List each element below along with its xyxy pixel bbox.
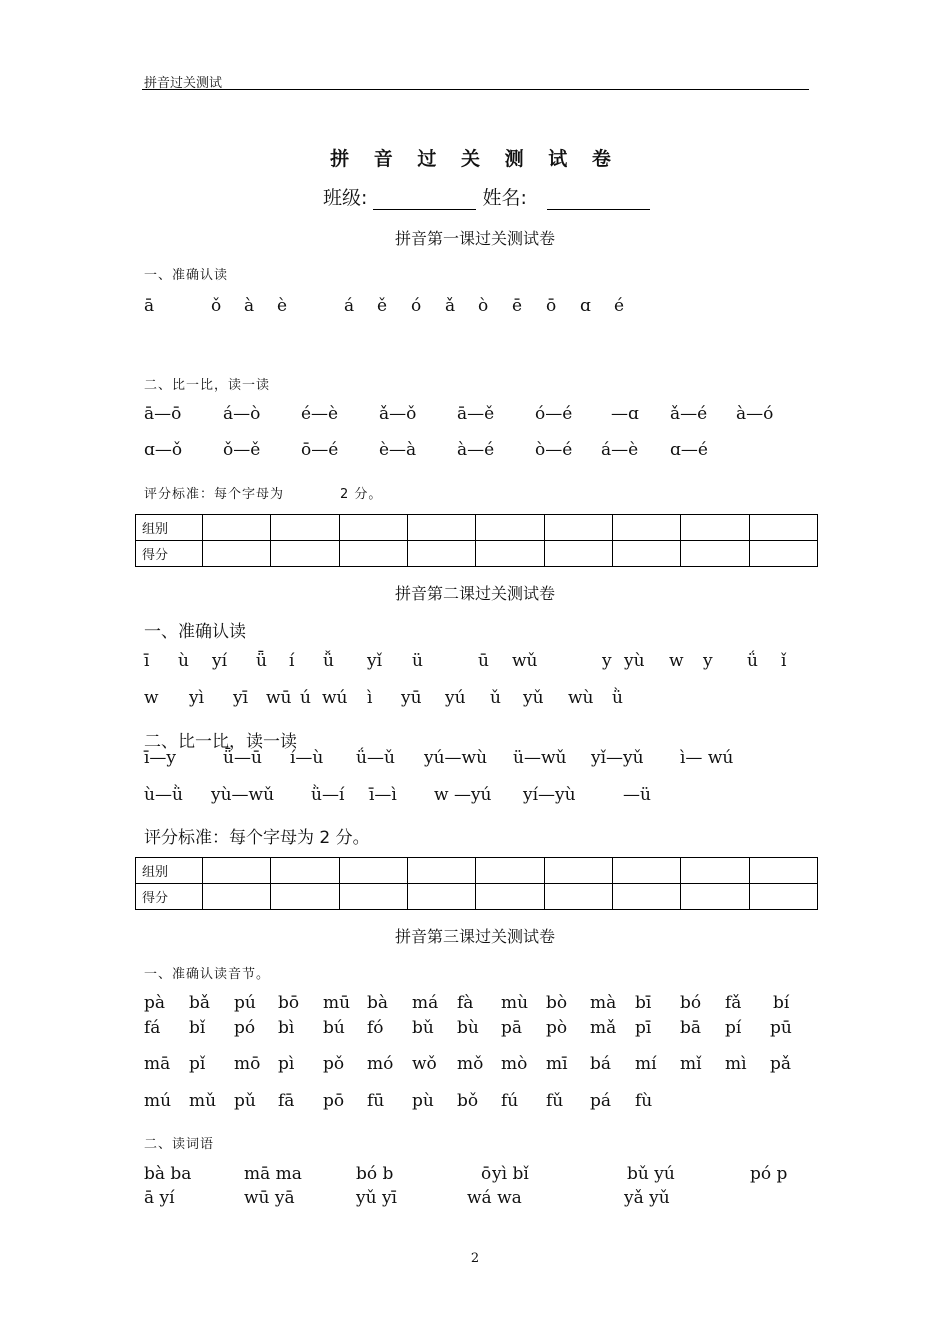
score-cell[interactable] <box>681 858 749 884</box>
pinyin-item: ü <box>412 651 423 671</box>
syllable: mà <box>590 993 617 1013</box>
class-blank[interactable] <box>373 187 476 210</box>
lesson2-section2-heading: 二、比一比，读一读 <box>144 732 297 752</box>
score-cell[interactable] <box>544 541 612 567</box>
row-label: 组别 <box>136 515 203 541</box>
pinyin-item: wǔ <box>512 651 538 671</box>
score-cell[interactable] <box>407 884 475 910</box>
score-cell[interactable] <box>203 858 271 884</box>
class-name-row <box>323 183 650 210</box>
lesson1-section2-heading: 二、比一比，读一读 <box>144 378 271 393</box>
syllable: pà <box>144 993 166 1013</box>
pinyin-item: ó <box>411 296 422 316</box>
pinyin-item: y <box>703 651 713 671</box>
score-cell[interactable] <box>749 884 817 910</box>
pinyin-item: yī <box>233 688 249 708</box>
syllable: bá <box>590 1054 612 1074</box>
class-label: 班级: <box>323 187 368 209</box>
syllable: bǔ <box>412 1018 434 1038</box>
pinyin-item: ǖ <box>256 651 267 671</box>
score-cell[interactable] <box>203 541 271 567</box>
running-header: 拼音过关测试 <box>144 76 223 91</box>
syllable: mū <box>323 993 351 1013</box>
pinyin-item: ǘ <box>747 651 758 671</box>
pair-item: ǘ—ǔ <box>356 748 395 768</box>
syllable: pǒ <box>323 1054 345 1074</box>
lesson2-scoring: 评分标准：每个字母为 2 分。 <box>144 828 370 848</box>
syllable: wǒ <box>412 1054 437 1074</box>
pair-item: à—ó <box>736 404 774 424</box>
table-row <box>136 515 818 541</box>
syllable: pǐ <box>189 1054 206 1074</box>
score-cell[interactable] <box>681 541 749 567</box>
syllable: pì <box>278 1054 295 1074</box>
syllable: bǒ <box>457 1091 479 1111</box>
pinyin-item: wū <box>266 688 292 708</box>
pinyin-item: yú <box>445 688 466 708</box>
score-cell[interactable] <box>612 515 680 541</box>
pinyin-item: é <box>614 296 625 316</box>
pinyin-item: á <box>344 296 355 316</box>
syllable: bī <box>635 993 652 1013</box>
score-cell[interactable] <box>749 858 817 884</box>
score-cell[interactable] <box>203 884 271 910</box>
pinyin-item: yū <box>401 688 422 708</box>
pair-item: á—ò <box>223 404 261 424</box>
score-cell[interactable] <box>339 515 407 541</box>
score-cell[interactable] <box>476 541 544 567</box>
pinyin-item: è <box>277 296 288 316</box>
score-cell[interactable] <box>407 858 475 884</box>
word-item: bà ba <box>144 1164 192 1184</box>
score-cell[interactable] <box>339 884 407 910</box>
syllable: fǔ <box>546 1091 564 1111</box>
pair-item: ǜ—í <box>311 785 345 805</box>
score-cell[interactable] <box>271 541 339 567</box>
score-cell[interactable] <box>681 515 749 541</box>
syllable: pā <box>501 1018 523 1038</box>
word-item: bǔ yú <box>627 1164 675 1184</box>
pinyin-item: yù <box>624 651 645 671</box>
word-item: mā ma <box>244 1164 302 1184</box>
syllable: fǎ <box>725 993 742 1013</box>
word-item: wū yā <box>244 1188 295 1208</box>
pair-item: yí—yù <box>523 785 576 805</box>
pair-item: ǎ—é <box>670 404 708 424</box>
score-cell[interactable] <box>544 515 612 541</box>
pair-item: ò—é <box>535 440 573 460</box>
pair-item: ì— wú <box>680 748 734 768</box>
pair-item: è—à <box>379 440 417 460</box>
pair-item: ā—ě <box>457 404 495 424</box>
syllable: bú <box>323 1018 345 1038</box>
pair-item: —ɑ <box>611 404 639 424</box>
syllable: má <box>412 993 439 1013</box>
syllable: bù <box>457 1018 479 1038</box>
score-cell[interactable] <box>544 858 612 884</box>
syllable: bò <box>546 993 568 1013</box>
syllable: pí <box>725 1018 742 1038</box>
syllable: fà <box>457 993 474 1013</box>
pinyin-item: ú <box>300 688 311 708</box>
syllable: bí <box>773 993 790 1013</box>
syllable: pó <box>234 1018 256 1038</box>
pinyin-item: wú <box>322 688 348 708</box>
pinyin-item: ū <box>478 651 489 671</box>
lesson2-section1-heading: 一、准确认读 <box>144 622 246 642</box>
page-title: 拼 音 过 关 测 试 卷 <box>330 148 620 170</box>
word-item: bó b <box>356 1164 394 1184</box>
pinyin-item: ō <box>546 296 557 316</box>
syllable: fù <box>635 1091 653 1111</box>
word-item: yǔ yī <box>356 1188 397 1208</box>
syllable: mí <box>635 1054 657 1074</box>
lesson2-title: 拼音第二课过关测试卷 <box>394 584 555 603</box>
pair-item: ó—é <box>535 404 573 424</box>
pinyin-item: ī <box>144 651 150 671</box>
syllable: bì <box>278 1018 295 1038</box>
word-item: pó p <box>750 1164 788 1184</box>
syllable: fá <box>144 1018 161 1038</box>
score-cell[interactable] <box>271 515 339 541</box>
word-item: ā yí <box>144 1188 175 1208</box>
pair-item: ü—wǔ <box>513 748 567 768</box>
pinyin-item: ǐ <box>781 651 787 671</box>
score-cell[interactable] <box>681 884 749 910</box>
syllable: mò <box>501 1054 528 1074</box>
word-item: yì bǐ <box>492 1164 529 1184</box>
syllable: pú <box>234 993 256 1013</box>
pair-item: yǐ—yǔ <box>591 748 644 768</box>
syllable: bǐ <box>189 1018 206 1038</box>
pair-item: ā—ō <box>144 404 182 424</box>
pinyin-item: ù <box>178 651 189 671</box>
pinyin-item: ǜ <box>612 688 623 708</box>
syllable: fú <box>501 1091 519 1111</box>
score-cell[interactable] <box>612 858 680 884</box>
pinyin-item: y <box>602 651 612 671</box>
syllable: pǎ <box>770 1054 792 1074</box>
pinyin-item: w <box>669 651 684 671</box>
page-number: 2 <box>470 1251 480 1266</box>
syllable: mǎ <box>590 1018 617 1038</box>
lesson3-section1-heading: 一、准确认读音节。 <box>144 967 271 982</box>
syllable: pī <box>635 1018 652 1038</box>
syllable: pá <box>590 1091 612 1111</box>
table-row <box>136 858 818 884</box>
pinyin-item: yǔ <box>523 688 544 708</box>
pair-item: ǎ—ǒ <box>379 404 417 424</box>
lesson1-scoring: 评分标准：每个字母为 <box>144 487 285 502</box>
syllable: pò <box>546 1018 568 1038</box>
score-cell[interactable] <box>339 858 407 884</box>
pinyin-item: ē <box>512 296 523 316</box>
lesson3-section2-heading: 二、读词语 <box>144 1137 215 1152</box>
lesson1-title: 拼音第一课过关测试卷 <box>394 229 555 248</box>
pinyin-item: ǔ <box>490 688 501 708</box>
table-row <box>136 884 818 910</box>
pinyin-item: ì <box>367 688 373 708</box>
score-cell[interactable] <box>407 515 475 541</box>
score-cell[interactable] <box>339 541 407 567</box>
syllable: mī <box>546 1054 568 1074</box>
score-cell[interactable] <box>749 541 817 567</box>
lesson2-score-table <box>135 857 818 910</box>
pinyin-item: yì <box>189 688 205 708</box>
syllable: mǐ <box>680 1054 702 1074</box>
pinyin-item: ě <box>377 296 388 316</box>
syllable: bā <box>680 1018 702 1038</box>
pair-item: í—ù <box>290 748 324 768</box>
pair-item: ī—y <box>144 748 177 768</box>
syllable: mì <box>725 1054 747 1074</box>
syllable: mú <box>144 1091 172 1111</box>
syllable: mù <box>501 993 529 1013</box>
lesson1-score-table <box>135 514 818 567</box>
pinyin-item: w <box>144 688 159 708</box>
score-cell[interactable] <box>749 515 817 541</box>
row-label: 得分 <box>136 541 203 567</box>
syllable: bǎ <box>189 993 211 1013</box>
syllable: mǔ <box>189 1091 217 1111</box>
syllable: mǒ <box>457 1054 484 1074</box>
score-cell[interactable] <box>476 515 544 541</box>
pair-item: yù—wǔ <box>211 785 275 805</box>
syllable: pū <box>770 1018 792 1038</box>
syllable: pō <box>323 1091 345 1111</box>
syllable: fó <box>367 1018 384 1038</box>
pair-item: ɑ—é <box>670 440 708 460</box>
pair-item: ī—ì <box>369 785 397 805</box>
pair-item: w —yú <box>434 785 492 805</box>
score-cell[interactable] <box>271 858 339 884</box>
pinyin-item: ā <box>144 296 155 316</box>
pinyin-item: í <box>289 651 295 671</box>
lesson1-scoring-points: 2 分。 <box>340 487 383 502</box>
syllable: fū <box>367 1091 385 1111</box>
header-rule <box>142 89 809 90</box>
word-item: yǎ yǔ <box>624 1188 670 1208</box>
score-cell[interactable] <box>612 884 680 910</box>
pair-item: ō—é <box>301 440 339 460</box>
pinyin-item: ǚ <box>323 651 334 671</box>
score-cell[interactable] <box>544 884 612 910</box>
pinyin-item: yǐ <box>367 651 383 671</box>
score-cell[interactable] <box>407 541 475 567</box>
pinyin-item: wù <box>568 688 594 708</box>
syllable: mā <box>144 1054 171 1074</box>
pinyin-item: ò <box>478 296 489 316</box>
pair-item: yú—wù <box>424 748 488 768</box>
table-row <box>136 541 818 567</box>
pair-item: ǖ—ū <box>223 748 262 768</box>
syllable: bà <box>367 993 389 1013</box>
pair-item: ǒ—ě <box>223 440 261 460</box>
syllable: mó <box>367 1054 394 1074</box>
word-item: wá wa <box>467 1188 522 1208</box>
score-cell[interactable] <box>476 884 544 910</box>
score-cell[interactable] <box>612 541 680 567</box>
pair-item: —ü <box>623 785 651 805</box>
syllable: bó <box>680 993 702 1013</box>
syllable: bō <box>278 993 300 1013</box>
pair-item: á—è <box>601 440 639 460</box>
pinyin-item: ǎ <box>445 296 456 316</box>
lesson3-title: 拼音第三课过关测试卷 <box>394 927 555 946</box>
word-item: ō <box>481 1164 492 1184</box>
pinyin-item: ɑ <box>580 296 591 316</box>
pair-item: ù—ǜ <box>144 785 183 805</box>
pair-item: à—é <box>457 440 495 460</box>
name-label: 姓名: <box>482 187 527 209</box>
row-label: 组别 <box>136 858 203 884</box>
score-cell[interactable] <box>271 884 339 910</box>
lesson1-section1-heading: 一、准确认读 <box>144 268 229 283</box>
syllable: fā <box>278 1091 295 1111</box>
pinyin-item: ǒ <box>211 296 222 316</box>
syllable: mō <box>234 1054 261 1074</box>
score-cell[interactable] <box>476 858 544 884</box>
pinyin-item: à <box>244 296 255 316</box>
syllable: pù <box>412 1091 434 1111</box>
pair-item: é—è <box>301 404 339 424</box>
score-cell[interactable] <box>203 515 271 541</box>
name-blank[interactable] <box>547 187 650 210</box>
row-label: 得分 <box>136 884 203 910</box>
pinyin-item: yí <box>212 651 228 671</box>
pair-item: ɑ—ǒ <box>144 440 183 460</box>
syllable: pǔ <box>234 1091 256 1111</box>
